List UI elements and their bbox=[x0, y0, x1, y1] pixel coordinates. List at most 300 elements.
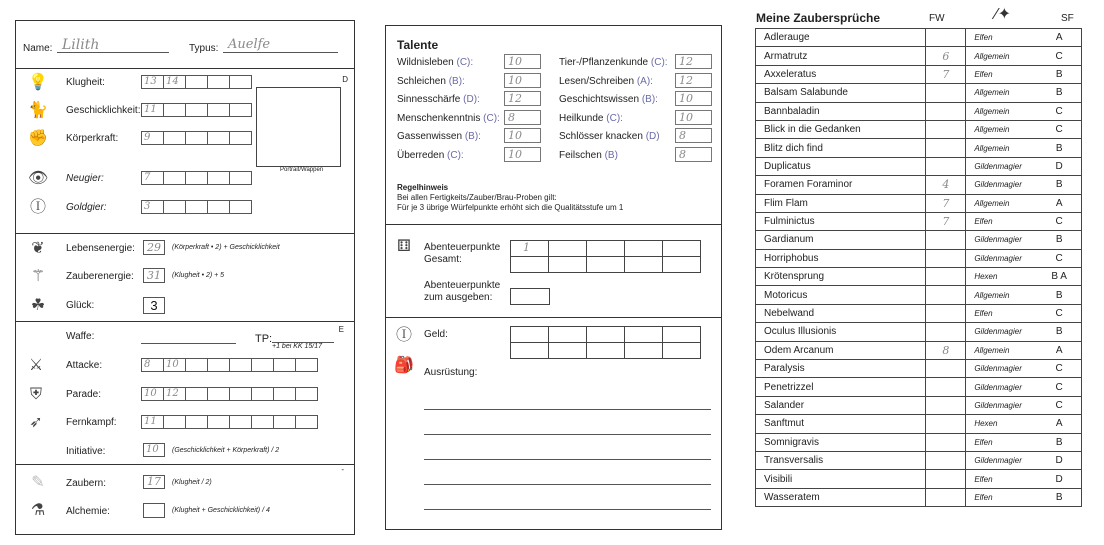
spell-row[interactable] bbox=[756, 249, 1082, 267]
spell-fw[interactable]: 7 bbox=[926, 65, 966, 83]
combat-box[interactable]: 10 bbox=[141, 387, 164, 401]
attribute-box[interactable] bbox=[163, 131, 186, 145]
money-cell[interactable] bbox=[587, 343, 625, 359]
talents-panel bbox=[385, 25, 722, 530]
spell-school: Allgemein bbox=[966, 47, 1038, 65]
weapon-line[interactable] bbox=[141, 343, 236, 344]
talents-title: Talente bbox=[397, 38, 439, 52]
spell-sf: A bbox=[1037, 194, 1081, 212]
spell-fw[interactable] bbox=[926, 249, 966, 267]
ap-cell[interactable] bbox=[625, 257, 663, 273]
attribute-boxes[interactable] bbox=[141, 171, 251, 185]
attribute-box[interactable] bbox=[229, 171, 252, 185]
spell-sf: A bbox=[1037, 415, 1081, 433]
lightbulb-icon: 💡 bbox=[28, 74, 48, 91]
spell-name: Adlerauge bbox=[756, 29, 926, 47]
energy-formula: (Körperkraft • 2) + Geschicklichkeit bbox=[172, 244, 280, 251]
initiative-formula: (Geschicklichkeit + Körperkraft) / 2 bbox=[172, 447, 280, 454]
typus-label: Typus: bbox=[189, 43, 219, 54]
talent-value[interactable]: 10 bbox=[504, 128, 541, 143]
initiative-value[interactable]: 10 bbox=[143, 443, 165, 457]
ap-spend-label-2: zum ausgeben: bbox=[424, 292, 493, 303]
spell-fw[interactable] bbox=[926, 433, 966, 451]
attributes-section bbox=[16, 68, 354, 234]
energy-label: Zauberenergie: bbox=[66, 271, 134, 282]
spell-school: Allgemein bbox=[966, 120, 1038, 138]
talent-category: (B) bbox=[604, 149, 618, 161]
sword-icon: ⚔ bbox=[28, 357, 44, 374]
spell-row[interactable] bbox=[756, 378, 1082, 396]
spell-fw[interactable] bbox=[926, 488, 966, 506]
attribute-boxes[interactable] bbox=[141, 103, 251, 117]
combat-box[interactable] bbox=[229, 358, 252, 372]
branch-icon: ❦ bbox=[31, 240, 45, 257]
energy-formula: (Klugheit • 2) + 5 bbox=[172, 272, 225, 279]
talent-value[interactable]: 8 bbox=[675, 128, 712, 143]
attribute-box[interactable] bbox=[185, 75, 208, 89]
spell-fw[interactable]: 6 bbox=[926, 47, 966, 65]
alchemie-label: Alchemie: bbox=[66, 506, 110, 517]
spell-name: Nebelwand bbox=[756, 304, 926, 322]
character-sheet-panel bbox=[15, 20, 355, 535]
money-cell[interactable] bbox=[549, 343, 587, 359]
zaubern-value[interactable]: 17 bbox=[143, 475, 165, 489]
spell-name: Oculus Illusionis bbox=[756, 323, 926, 341]
spell-row[interactable] bbox=[756, 139, 1082, 157]
spell-school: Gildenmagier bbox=[966, 378, 1038, 396]
spell-school: Allgemein bbox=[966, 341, 1038, 359]
ap-total-label-1: Abenteuerpunkte bbox=[424, 242, 501, 253]
spell-sf: A bbox=[1037, 341, 1081, 359]
spell-sf: B A bbox=[1037, 268, 1081, 286]
portrait-box[interactable] bbox=[256, 87, 341, 167]
spell-row[interactable] bbox=[756, 286, 1082, 304]
spell-fw[interactable] bbox=[926, 29, 966, 47]
spell-row[interactable] bbox=[756, 65, 1082, 83]
talent-value[interactable]: 10 bbox=[675, 91, 712, 106]
spell-school: Gildenmagier bbox=[966, 157, 1038, 175]
money-cell[interactable] bbox=[511, 327, 549, 343]
energy-label: Lebensenergie: bbox=[66, 243, 135, 254]
money-cell[interactable] bbox=[625, 343, 663, 359]
combat-box[interactable] bbox=[207, 415, 230, 429]
talent-name: Überreden bbox=[397, 149, 445, 161]
combat-boxes[interactable] bbox=[141, 415, 317, 429]
combat-box[interactable] bbox=[295, 358, 318, 372]
combat-box[interactable] bbox=[295, 387, 318, 401]
spell-name: Horriphobus bbox=[756, 249, 926, 267]
combat-box[interactable]: 8 bbox=[141, 358, 164, 372]
ap-total-value[interactable]: 1 bbox=[511, 241, 549, 257]
spell-sf: A bbox=[1037, 29, 1081, 47]
talent-label bbox=[397, 150, 464, 161]
attribute-box[interactable] bbox=[185, 200, 208, 214]
spell-name: Visibili bbox=[756, 470, 926, 488]
spells-table bbox=[755, 28, 1082, 507]
combat-box[interactable] bbox=[207, 387, 230, 401]
attribute-boxes[interactable] bbox=[141, 75, 251, 89]
combat-box[interactable] bbox=[185, 415, 208, 429]
spell-fw[interactable] bbox=[926, 378, 966, 396]
attribute-box[interactable] bbox=[229, 75, 252, 89]
dice-icon: ⚅ bbox=[397, 238, 411, 255]
clover-icon: ☘ bbox=[30, 297, 46, 314]
spell-name: Balsam Salabunde bbox=[756, 84, 926, 102]
talent-label bbox=[559, 57, 668, 68]
spell-school: Allgemein bbox=[966, 102, 1038, 120]
attribute-box[interactable] bbox=[185, 171, 208, 185]
section-d-marker: D bbox=[342, 75, 348, 84]
talent-label bbox=[559, 113, 623, 124]
eye-icon: 👁 bbox=[28, 170, 49, 187]
talent-value[interactable]: 10 bbox=[504, 54, 541, 69]
spell-school: Allgemein bbox=[966, 194, 1038, 212]
spell-name: Odem Arcanum bbox=[756, 341, 926, 359]
spell-fw[interactable] bbox=[926, 102, 966, 120]
combat-box[interactable] bbox=[163, 415, 186, 429]
money-cell[interactable] bbox=[511, 343, 549, 359]
backpack-icon: 🎒 bbox=[394, 357, 414, 374]
attribute-box[interactable] bbox=[207, 131, 230, 145]
talent-category: (D): bbox=[463, 94, 480, 105]
spell-name: Paralysis bbox=[756, 360, 926, 378]
spell-name: Fulminictus bbox=[756, 212, 926, 230]
spell-school: Elfen bbox=[966, 212, 1038, 230]
spell-name: Wasseratem bbox=[756, 488, 926, 506]
bow-icon: ➶ bbox=[29, 414, 43, 431]
talent-name: Geschichtswissen bbox=[559, 94, 640, 105]
attribute-box[interactable]: 3 bbox=[141, 200, 164, 214]
money-cell[interactable] bbox=[663, 343, 701, 359]
spell-fw[interactable] bbox=[926, 470, 966, 488]
alchemy-icon: ⚗ bbox=[30, 502, 46, 519]
talent-value[interactable]: 8 bbox=[675, 147, 712, 162]
attribute-box[interactable] bbox=[207, 171, 230, 185]
spell-fw[interactable] bbox=[926, 415, 966, 433]
spell-name: Transversalis bbox=[756, 451, 926, 469]
money-section bbox=[386, 317, 721, 532]
money-grid[interactable] bbox=[510, 326, 701, 359]
attribute-boxes[interactable] bbox=[141, 200, 251, 214]
combat-label: Fernkampf: bbox=[66, 417, 117, 428]
spell-fw[interactable] bbox=[926, 286, 966, 304]
attribute-box[interactable]: 13 bbox=[141, 75, 164, 89]
attribute-box[interactable]: 7 bbox=[141, 171, 164, 185]
talent-label bbox=[559, 150, 618, 161]
spell-school: Elfen bbox=[966, 304, 1038, 322]
equipment-line[interactable] bbox=[424, 459, 711, 460]
combat-box[interactable] bbox=[229, 387, 252, 401]
magic-section bbox=[16, 464, 354, 537]
spell-row[interactable] bbox=[756, 415, 1082, 433]
attribute-box[interactable] bbox=[229, 131, 252, 145]
talent-name: Sinnesschärfe bbox=[397, 94, 461, 105]
combat-box[interactable] bbox=[185, 387, 208, 401]
spell-name: Motoricus bbox=[756, 286, 926, 304]
spell-sf: C bbox=[1037, 120, 1081, 138]
spell-sf: B bbox=[1037, 488, 1081, 506]
spell-row[interactable] bbox=[756, 47, 1082, 65]
combat-box[interactable] bbox=[251, 387, 274, 401]
spell-row[interactable] bbox=[756, 360, 1082, 378]
combat-box[interactable] bbox=[251, 358, 274, 372]
spell-row[interactable] bbox=[756, 304, 1082, 322]
combat-box[interactable]: 10 bbox=[163, 358, 186, 372]
tp-label: TP: bbox=[255, 333, 273, 345]
money-cell[interactable] bbox=[625, 327, 663, 343]
combat-label: Attacke: bbox=[66, 360, 103, 371]
spell-row[interactable] bbox=[756, 433, 1082, 451]
spell-school: Gildenmagier bbox=[966, 231, 1038, 249]
spell-row[interactable] bbox=[756, 176, 1082, 194]
combat-box[interactable] bbox=[273, 415, 296, 429]
spell-school: Allgemein bbox=[966, 84, 1038, 102]
wand-icon: ⚚ bbox=[30, 268, 46, 285]
rule-line-1: Bei allen Fertigkeits/Zauber/Brau-Proben gilt: bbox=[397, 193, 557, 202]
spell-school: Gildenmagier bbox=[966, 396, 1038, 414]
name-label: Name: bbox=[23, 43, 53, 54]
ap-spend-label-1: Abenteuerpunkte bbox=[424, 280, 501, 291]
attribute-box[interactable] bbox=[207, 200, 230, 214]
weapon-label: Waffe: bbox=[66, 331, 95, 342]
attribute-box[interactable] bbox=[163, 103, 186, 117]
spell-row[interactable] bbox=[756, 212, 1082, 230]
attribute-box[interactable] bbox=[163, 200, 186, 214]
equipment-line[interactable] bbox=[424, 434, 711, 435]
ap-cell[interactable] bbox=[549, 241, 587, 257]
ap-cell[interactable] bbox=[587, 257, 625, 273]
talent-value[interactable]: 12 bbox=[504, 91, 541, 106]
combat-boxes[interactable] bbox=[141, 387, 317, 401]
rule-title: Regelhinweis bbox=[397, 183, 449, 192]
spell-name: Somnigravis bbox=[756, 433, 926, 451]
spell-sf: D bbox=[1037, 470, 1081, 488]
talent-name: Schlösser knacken bbox=[559, 131, 643, 142]
attribute-box[interactable] bbox=[185, 103, 208, 117]
spell-row[interactable] bbox=[756, 120, 1082, 138]
talent-value[interactable]: 12 bbox=[675, 73, 712, 88]
talent-label bbox=[397, 113, 500, 124]
spell-fw[interactable] bbox=[926, 139, 966, 157]
combat-box[interactable] bbox=[273, 387, 296, 401]
combat-box[interactable] bbox=[207, 358, 230, 372]
equipment-line[interactable] bbox=[424, 409, 711, 410]
tp-line[interactable] bbox=[272, 342, 334, 343]
talent-name: Schleichen bbox=[397, 75, 446, 87]
attribute-box[interactable]: 14 bbox=[163, 75, 186, 89]
attribute-box[interactable]: 9 bbox=[141, 131, 164, 145]
adventure-points-section bbox=[386, 224, 721, 318]
spells-title: Meine Zaubersprüche bbox=[756, 11, 881, 25]
spell-fw[interactable] bbox=[926, 84, 966, 102]
combat-box[interactable]: 11 bbox=[141, 415, 164, 429]
ap-cell[interactable] bbox=[549, 257, 587, 273]
talent-value[interactable]: 10 bbox=[504, 147, 541, 162]
talent-name: Lesen/Schreiben bbox=[559, 75, 635, 87]
alchemie-value[interactable] bbox=[143, 503, 165, 518]
spell-row[interactable] bbox=[756, 102, 1082, 120]
combat-box[interactable] bbox=[251, 415, 274, 429]
talent-category: (C): bbox=[447, 149, 464, 161]
initiative-spacer bbox=[26, 440, 46, 460]
spell-sf: B bbox=[1037, 433, 1081, 451]
talent-category: (D) bbox=[645, 131, 660, 142]
spell-fw[interactable] bbox=[926, 396, 966, 414]
spell-sf: B bbox=[1037, 65, 1081, 83]
spell-school: Gildenmagier bbox=[966, 249, 1038, 267]
spell-row[interactable] bbox=[756, 470, 1082, 488]
spell-row[interactable] bbox=[756, 451, 1082, 469]
spell-fw[interactable] bbox=[926, 268, 966, 286]
spell-school: Gildenmagier bbox=[966, 176, 1038, 194]
spell-row[interactable] bbox=[756, 341, 1082, 359]
talent-category: (C): bbox=[650, 57, 668, 68]
spell-sf: B bbox=[1037, 84, 1081, 102]
talent-name: Gassenwissen bbox=[397, 131, 463, 142]
alchemie-formula: (Klugheit + Geschicklichkeit) / 4 bbox=[172, 507, 270, 514]
spell-name: Foramen Foraminor bbox=[756, 176, 926, 194]
spell-row[interactable] bbox=[756, 231, 1082, 249]
spell-name: Flim Flam bbox=[756, 194, 926, 212]
spell-fw[interactable]: 7 bbox=[926, 194, 966, 212]
geld-label: Geld: bbox=[424, 329, 448, 340]
section-e-marker: E bbox=[338, 325, 344, 334]
zaubern-formula: (Klugheit / 2) bbox=[172, 479, 212, 486]
spell-name: Bannbaladin bbox=[756, 102, 926, 120]
spell-sf: C bbox=[1037, 102, 1081, 120]
attribute-boxes[interactable] bbox=[141, 131, 251, 145]
ap-cell[interactable] bbox=[625, 241, 663, 257]
spell-row[interactable] bbox=[756, 194, 1082, 212]
energy-value[interactable]: 29 bbox=[143, 240, 165, 255]
spell-sf: C bbox=[1037, 47, 1081, 65]
portrait-caption: Portrait/Wappen bbox=[280, 167, 324, 173]
spell-school: Gildenmagier bbox=[966, 451, 1038, 469]
spell-sf: B bbox=[1037, 286, 1081, 304]
talent-name: Menschenkenntnis bbox=[397, 112, 481, 124]
spell-row[interactable] bbox=[756, 29, 1082, 47]
attribute-box[interactable] bbox=[163, 171, 186, 185]
spell-name: Duplicatus bbox=[756, 157, 926, 175]
wand-icon: ⁄✦ bbox=[995, 6, 1012, 23]
talent-value[interactable]: 8 bbox=[504, 110, 541, 125]
spell-name: Blitz dich find bbox=[756, 139, 926, 157]
talent-value[interactable]: 12 bbox=[675, 54, 712, 69]
energy-value[interactable]: 3 bbox=[143, 297, 165, 314]
talent-name: Heilkunde bbox=[559, 112, 604, 124]
spell-row[interactable] bbox=[756, 488, 1082, 506]
talent-category: (C): bbox=[456, 57, 474, 68]
ap-cell[interactable] bbox=[511, 257, 549, 273]
name-value[interactable]: Lilith bbox=[62, 37, 100, 53]
talent-category: (B): bbox=[448, 75, 465, 87]
attribute-label: Geschicklichkeit: bbox=[66, 105, 141, 116]
spell-fw[interactable] bbox=[926, 120, 966, 138]
spell-name: Gardianum bbox=[756, 231, 926, 249]
combat-box[interactable] bbox=[185, 358, 208, 372]
spell-sf: C bbox=[1037, 249, 1081, 267]
spell-row[interactable] bbox=[756, 84, 1082, 102]
spell-fw[interactable]: 7 bbox=[926, 212, 966, 230]
talent-value[interactable]: 10 bbox=[675, 110, 712, 125]
combat-boxes[interactable] bbox=[141, 358, 317, 372]
money-cell[interactable] bbox=[663, 327, 701, 343]
spell-fw[interactable] bbox=[926, 231, 966, 249]
attribute-box[interactable] bbox=[229, 200, 252, 214]
spell-sf: B bbox=[1037, 139, 1081, 157]
spell-name: Salander bbox=[756, 396, 926, 414]
combat-box[interactable]: 12 bbox=[163, 387, 186, 401]
spell-name: Penetrizzel bbox=[756, 378, 926, 396]
money-cell[interactable] bbox=[587, 327, 625, 343]
typus-line bbox=[223, 52, 338, 53]
spell-fw[interactable] bbox=[926, 323, 966, 341]
attribute-label: Neugier: bbox=[66, 173, 104, 184]
feather-icon: ✎ bbox=[31, 474, 45, 491]
money-cell[interactable] bbox=[549, 327, 587, 343]
name-line bbox=[57, 52, 169, 53]
spell-fw[interactable] bbox=[926, 157, 966, 175]
ap-spend-box[interactable] bbox=[510, 288, 550, 305]
spell-school: Hexen bbox=[966, 415, 1038, 433]
spell-fw[interactable] bbox=[926, 360, 966, 378]
attribute-box[interactable] bbox=[207, 75, 230, 89]
coin-icon: Ⓘ bbox=[29, 199, 46, 216]
equipment-line[interactable] bbox=[424, 509, 711, 510]
energy-value[interactable]: 31 bbox=[143, 268, 165, 283]
ap-cell[interactable] bbox=[663, 257, 701, 273]
talent-label bbox=[559, 76, 653, 87]
spell-row[interactable] bbox=[756, 157, 1082, 175]
equipment-line[interactable] bbox=[424, 484, 711, 485]
combat-box[interactable] bbox=[295, 415, 318, 429]
talent-label bbox=[559, 131, 660, 142]
spell-sf: D bbox=[1037, 451, 1081, 469]
rule-line-2: Für je 3 übrige Würfelpunkte erhöht sich die Qualitätsstufe um 1 bbox=[397, 203, 624, 212]
ap-cell[interactable] bbox=[663, 241, 701, 257]
spell-school: Elfen bbox=[966, 65, 1038, 83]
sf-header: SF bbox=[1061, 13, 1074, 24]
attribute-box[interactable] bbox=[185, 131, 208, 145]
talent-label bbox=[397, 131, 481, 142]
attribute-label: Goldgier: bbox=[66, 202, 107, 213]
talent-label bbox=[397, 57, 473, 68]
talent-label bbox=[397, 94, 480, 105]
spell-school: Gildenmagier bbox=[966, 360, 1038, 378]
initiative-label: Initiative: bbox=[66, 446, 106, 457]
spell-school: Allgemein bbox=[966, 139, 1038, 157]
attribute-box[interactable] bbox=[229, 103, 252, 117]
spell-row[interactable] bbox=[756, 396, 1082, 414]
typus-value[interactable]: Auelfe bbox=[228, 37, 271, 52]
attribute-box[interactable] bbox=[207, 103, 230, 117]
spell-fw[interactable] bbox=[926, 451, 966, 469]
spell-fw[interactable]: 8 bbox=[926, 341, 966, 359]
combat-section bbox=[16, 321, 354, 465]
combat-box[interactable] bbox=[229, 415, 252, 429]
spell-sf: C bbox=[1037, 378, 1081, 396]
attribute-box[interactable]: 11 bbox=[141, 103, 164, 117]
ap-cell[interactable] bbox=[587, 241, 625, 257]
talent-value[interactable]: 10 bbox=[504, 73, 541, 88]
ap-total-grid[interactable] bbox=[510, 240, 701, 273]
coin-icon: Ⓘ bbox=[395, 327, 412, 344]
spell-fw[interactable]: 4 bbox=[926, 176, 966, 194]
spell-row[interactable] bbox=[756, 323, 1082, 341]
spell-row[interactable] bbox=[756, 268, 1082, 286]
combat-box[interactable] bbox=[273, 358, 296, 372]
spell-fw[interactable] bbox=[926, 304, 966, 322]
